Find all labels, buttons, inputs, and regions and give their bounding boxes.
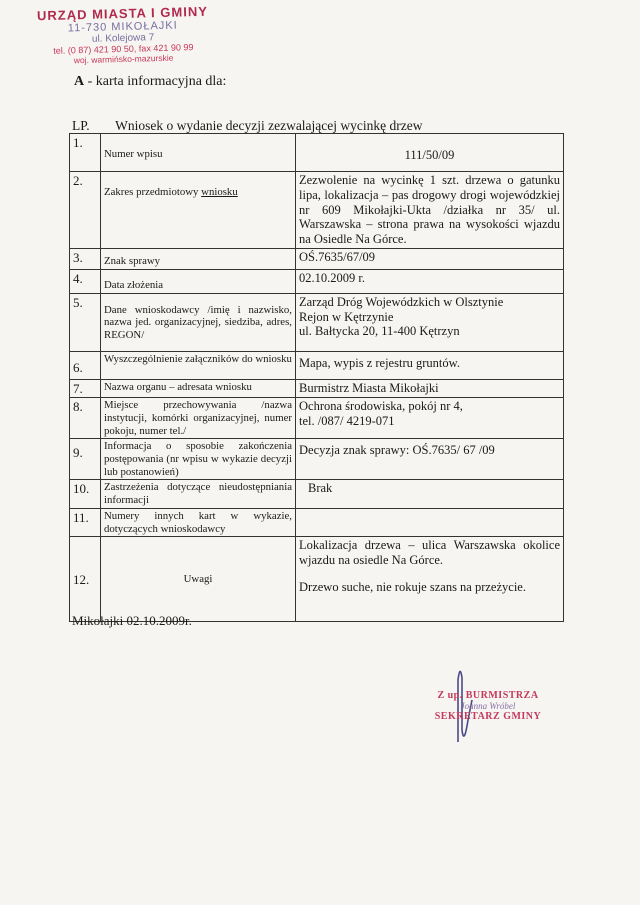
row-label: Zastrzeżenia dotyczące nieudostępniania informacji xyxy=(101,480,296,508)
row-number: 2. xyxy=(70,172,101,249)
stamp-signatory-name: Joanna Wróbel xyxy=(460,701,516,711)
application-title: Wniosek o wydanie decyzji zezwalającej wycinkę drzew xyxy=(115,118,423,133)
heading-letter: A xyxy=(74,74,85,89)
row-label: Uwagi xyxy=(101,537,296,622)
row-number: 6. xyxy=(70,351,101,379)
row-value: 111/50/09 xyxy=(296,134,564,172)
row-value xyxy=(296,508,564,536)
table-row xyxy=(70,269,564,293)
row-value: Mapa, wypis z rejestru gruntów. xyxy=(296,351,564,379)
row-label: Wyszczególnienie załączników do wniosku xyxy=(101,351,296,379)
stamp-line-office: URZĄD MIASTA I GMINY xyxy=(36,3,209,24)
row-value-line: ul. Bałtycka 20, 11-400 Kętrzyn xyxy=(299,324,460,339)
heading-text: - karta informacyjna dla: xyxy=(87,74,227,89)
row-value-line: Rejon w Kętrzynie xyxy=(299,309,394,324)
row-value: Brak xyxy=(296,480,564,508)
table-row xyxy=(70,537,564,622)
row-value: Burmistrz Miasta Mikołajki xyxy=(296,379,564,397)
row-number: 4. xyxy=(70,269,101,293)
row-value: 02.10.2009 r. xyxy=(296,269,564,293)
row-number: 10. xyxy=(70,480,101,508)
table-title-row xyxy=(72,118,572,134)
table-row xyxy=(70,351,564,379)
table-row xyxy=(70,134,564,172)
row-number: 7. xyxy=(70,379,101,397)
stamp-line-region: woj. warmińsko-mazurskie xyxy=(73,52,174,66)
row-value-line: Zarząd Dróg Wojewódzkich w Olsztynie xyxy=(299,294,504,309)
row-label: Dane wnioskodawcy /imię i nazwisko, nazwa jed. organizacyjnej, siedziba, adres, REGON/ xyxy=(101,293,296,351)
table-row xyxy=(70,172,564,249)
row-label: Data złożenia xyxy=(101,269,296,293)
office-stamp xyxy=(17,3,228,66)
table-row xyxy=(70,398,564,439)
row-value-line: tel. /087/ 4219-071 xyxy=(299,413,395,428)
row-label: Numer wpisu xyxy=(101,134,296,172)
row-label xyxy=(101,172,296,249)
row-number: 5. xyxy=(70,293,101,351)
place-and-date: Mikołajki 02.10.2009r. xyxy=(72,613,192,628)
table-row xyxy=(70,480,564,508)
row-number: 8. xyxy=(70,398,101,439)
card-heading xyxy=(74,74,226,90)
row-number: 1. xyxy=(70,134,101,172)
row-number: 3. xyxy=(70,248,101,269)
row-value-line: Lokalizacja drzewa – ulica Warszawska okolice wjazdu na osiedle Na Górce. xyxy=(299,538,560,568)
signatory-stamp xyxy=(418,690,558,722)
table-row xyxy=(70,508,564,536)
row-label: Miejsce przechowywania /nazwa instytucji, komórki organizacyjnej, numer pokoju, numer tel./ xyxy=(101,398,296,439)
stamp-line-phone: tel. (0 87) 421 90 50, fax 421 90 99 xyxy=(53,42,194,56)
table-row xyxy=(70,439,564,480)
stamp-authority: Z up. BURMISTRZA xyxy=(437,690,539,701)
row-value xyxy=(296,537,564,622)
row-value xyxy=(296,398,564,439)
info-card-table xyxy=(69,133,564,622)
row-value: Zezwolenie na wycinkę 1 szt. drzewa o gatunku lipa, lokalizacja – pas drogowy drogi wojewódzkiej nr 609 Mikołajki-Ukta /działka nr 35/ ul. Warszawska – strona prawa na wysokości wjazdu na Osiedle Na Górce. xyxy=(296,172,564,249)
row-value-line: Ochrona środowiska, pokój nr 4, xyxy=(299,399,463,414)
table-row xyxy=(70,293,564,351)
row-label: Numery innych kart w wykazie, dotyczących wnioskodawcy xyxy=(101,508,296,536)
row-label-underlined: wniosku xyxy=(201,186,238,198)
row-label-text: Zakres przedmiotowy xyxy=(104,186,202,198)
table-row xyxy=(70,248,564,269)
row-number: 12. xyxy=(70,537,101,622)
stamp-line-postcode: 11-730 MIKOŁAJKI xyxy=(67,19,178,35)
row-number: 11. xyxy=(70,508,101,536)
stamp-position: SEKRETARZ GMINY xyxy=(434,711,542,722)
row-value: OŚ.7635/67/09 xyxy=(296,248,564,269)
row-value-line: Drzewo suche, nie rokuje szans na przeżycie. xyxy=(299,579,526,594)
table-row xyxy=(70,379,564,397)
row-number: 9. xyxy=(70,439,101,480)
row-label: Znak sprawy xyxy=(101,248,296,269)
stamp-line-street: ul. Kolejowa 7 xyxy=(91,32,155,45)
row-value xyxy=(296,293,564,351)
lp-label: LP. xyxy=(72,118,90,133)
row-label: Nazwa organu – adresata wniosku xyxy=(101,379,296,397)
row-value: Decyzja znak sprawy: OŚ.7635/ 67 /09 xyxy=(296,439,564,480)
row-label: Informacja o sposobie zakończenia postępowania (nr wpisu w wykazie decyzji lub postanowień) xyxy=(101,439,296,480)
